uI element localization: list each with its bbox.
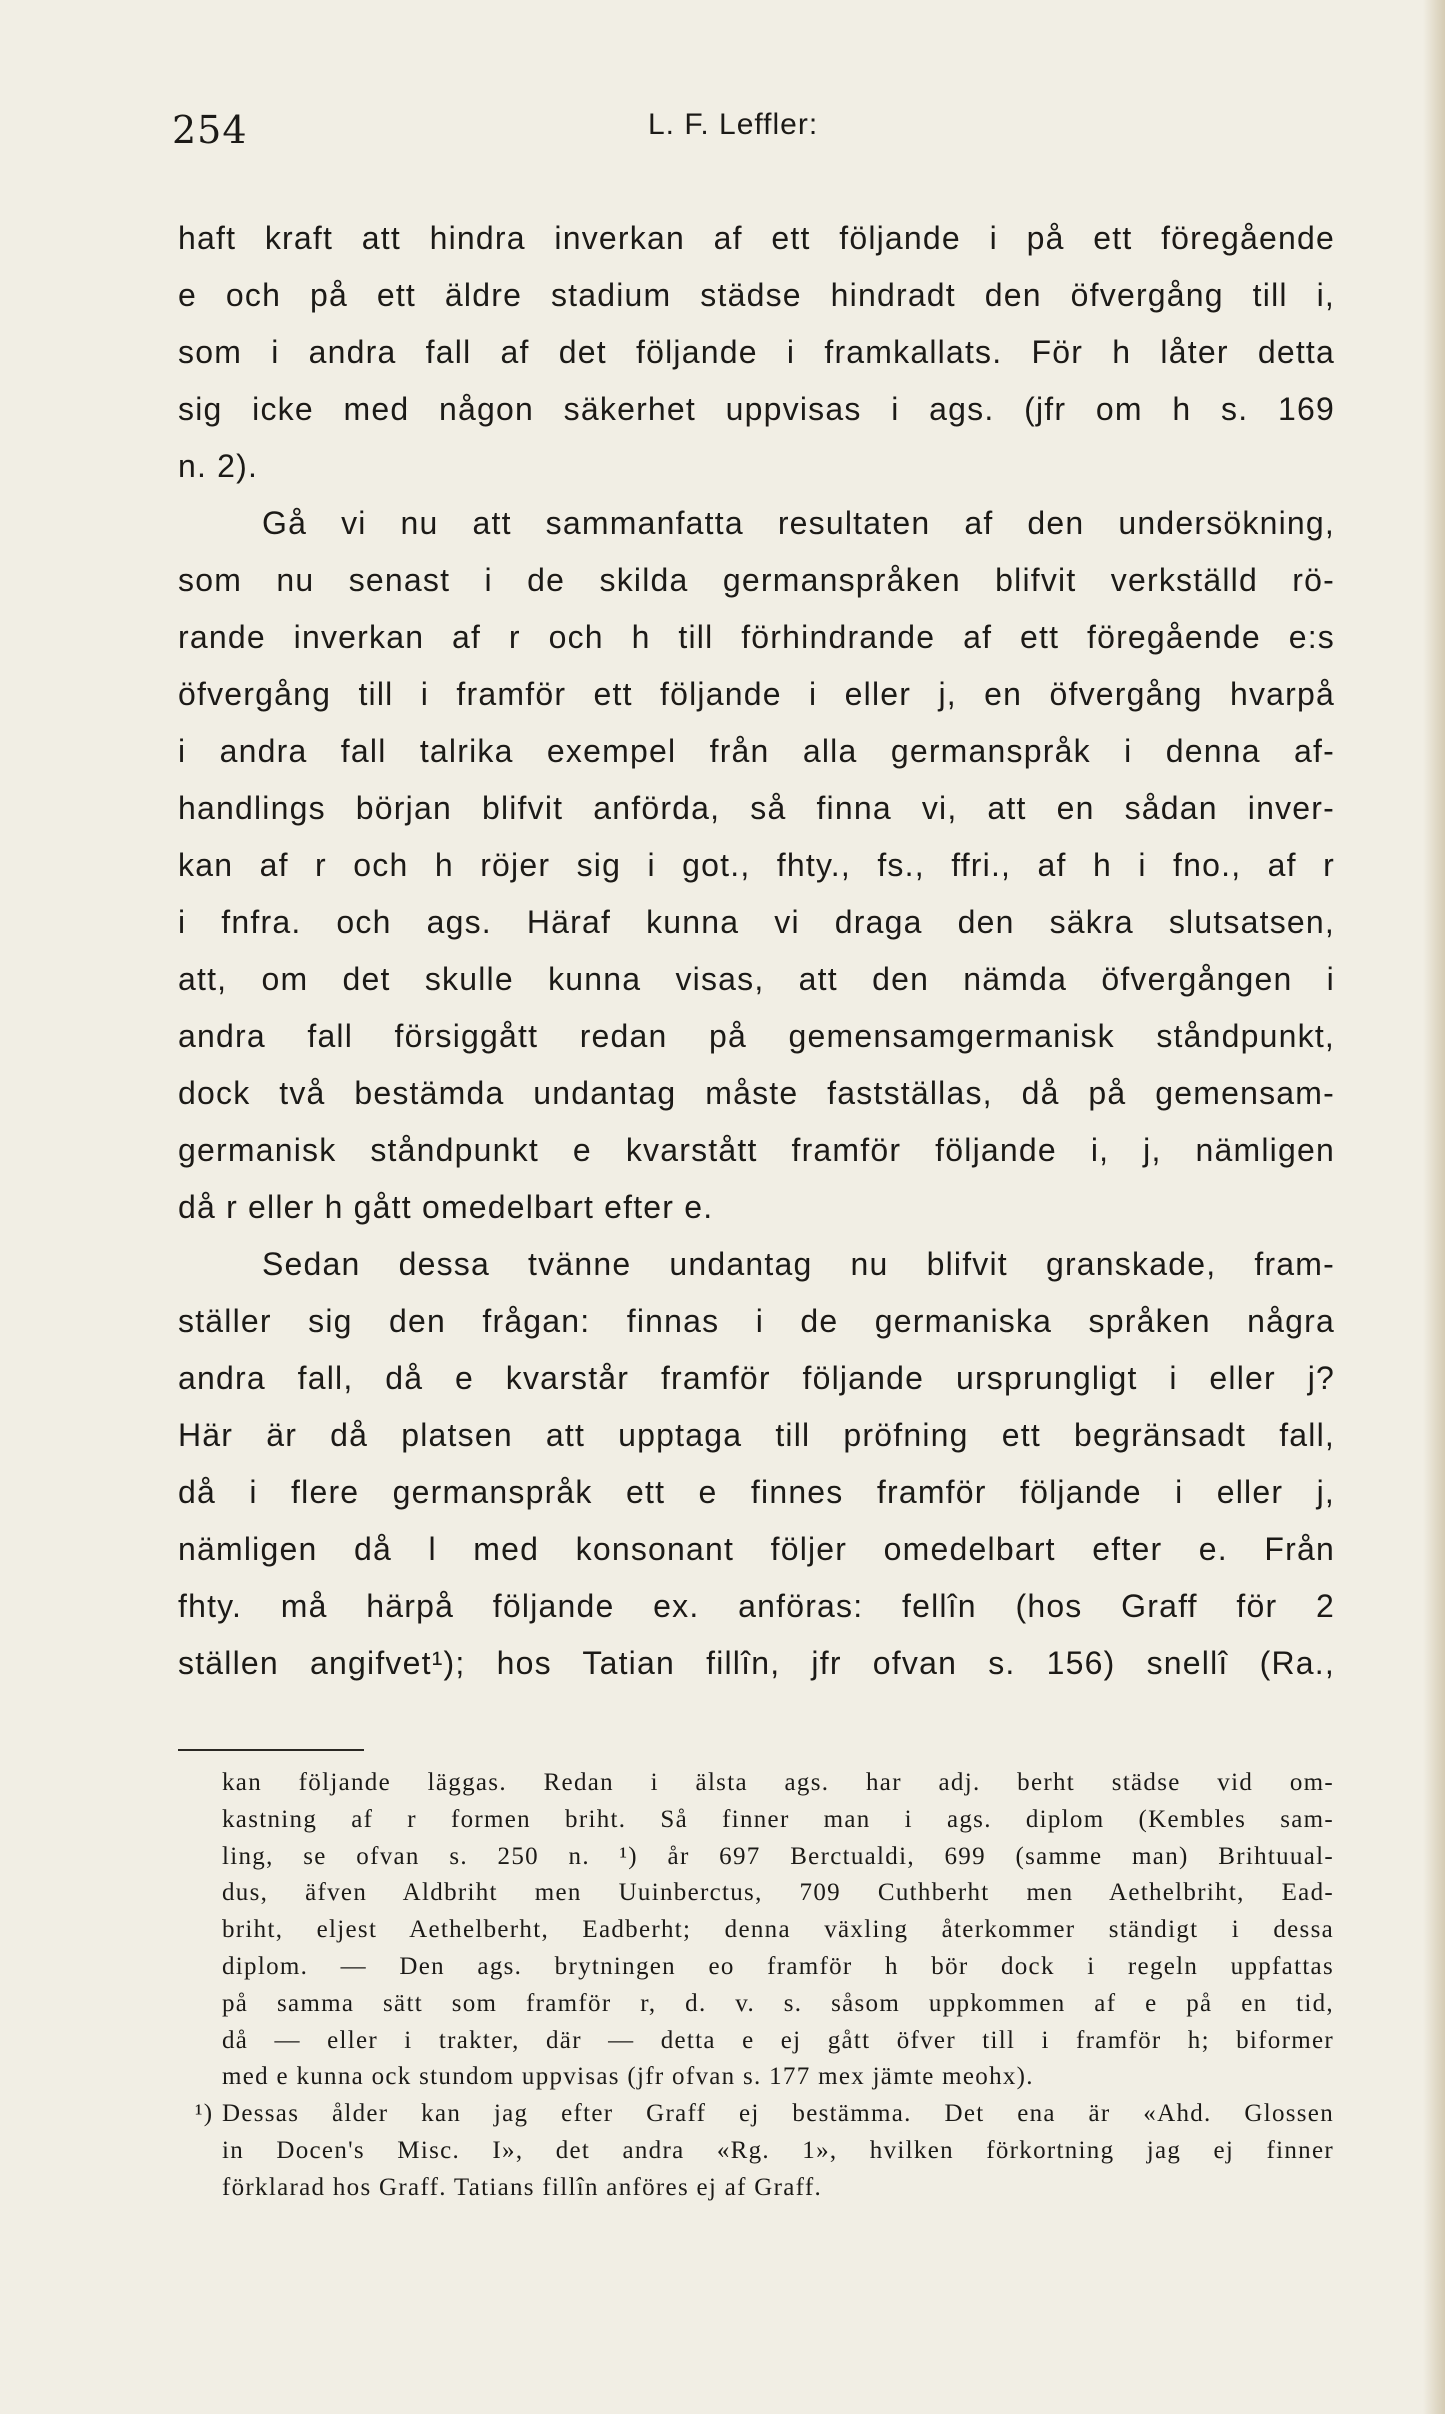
footnotes (195, 1765, 1334, 2207)
text-line: att, om det skulle kunna visas, att den nämda öfvergången i (178, 961, 1335, 997)
text-line: Gå vi nu att sammanfatta resultaten af den undersökning, (262, 505, 1335, 541)
text-line: haft kraft att hindra inverkan af ett följande i på ett föregående (178, 220, 1335, 256)
text-line: som nu senast i de skilda germanspråken blifvit verkställd rö- (178, 562, 1335, 598)
text-line: i fnfra. och ags. Häraf kunna vi draga den säkra slutsatsen, (178, 904, 1335, 940)
footnote-1-first-line (195, 2096, 1334, 2133)
text-line: andra fall försiggått redan på gemensamgermanisk ståndpunkt, (178, 1018, 1335, 1054)
text-line: kan af r och h röjer sig i got., fhty., fs., ffri., af h i fno., af r (178, 847, 1335, 883)
main-text (178, 210, 1335, 1692)
footnote-line: kastning af r formen briht. Så finner man i ags. diplom (Kembles sam- (222, 1805, 1334, 1833)
running-head: L. F. Leffler: (648, 108, 819, 141)
footnote-line: ling, se ofvan s. 250 n. ¹) år 697 Berctualdi, 699 (samme man) Brihtuual- (222, 1842, 1334, 1870)
footnote-line: diplom. — Den ags. brytningen eo framför h bör dock i regeln uppfattas (222, 1952, 1334, 1980)
text-line: andra fall, då e kvarstår framför följande ursprungligt i eller j? (178, 1360, 1335, 1396)
text-line: då i flere germanspråk ett e finnes framför följande i eller j, (178, 1474, 1335, 1510)
footnote-line: på samma sätt som framför r, d. v. s. såsom uppkommen af e på en tid, (222, 1989, 1334, 2017)
footnote-line: dus, äfven Aldbriht men Uuinberctus, 709 Cuthberht men Aethelbriht, Ead- (222, 1879, 1334, 1907)
text-line: fhty. må härpå följande ex. anföras: fellîn (hos Graff för 2 (178, 1588, 1335, 1624)
page-number: 254 (172, 108, 248, 152)
text-line: ställer sig den frågan: finnas i de germaniska språken några (178, 1303, 1335, 1339)
text-line: öfvergång till i framför ett följande i eller j, en öfvergång hvarpå (178, 676, 1335, 712)
text-line: Sedan dessa tvänne undantag nu blifvit granskade, fram- (262, 1246, 1335, 1282)
text-line: ställen angifvet¹); hos Tatian fillîn, jfr ofvan s. 156) snellî (Ra., (178, 1645, 1335, 1681)
text-line: som i andra fall af det följande i framkallats. För h låter detta (178, 334, 1335, 370)
footnote-line: med e kunna ock stundom uppvisas (jfr ofvan s. 177 mex jämte meohx). (222, 2063, 1034, 2091)
footnote-line: briht, eljest Aethelberht, Eadberht; denna växling återkommer ständigt i dessa (222, 1916, 1334, 1944)
text-line: germanisk ståndpunkt e kvarstått framför följande i, j, nämligen (178, 1132, 1335, 1168)
text-line: n. 2). (178, 448, 259, 484)
footnote-line: in Docen's Misc. I», det andra «Rg. 1», hvilken förkortning jag ej finner (222, 2136, 1334, 2164)
footnote-1-text: Dessas ålder kan jag efter Graff ej bestämma. Det ena är «Ahd. Glossen (222, 2100, 1334, 2128)
text-line: rande inverkan af r och h till förhindrande af ett föregående e:s (178, 619, 1335, 655)
text-line: e och på ett äldre stadium städse hindradt den öfvergång till i, (178, 277, 1335, 313)
text-line: då r eller h gått omedelbart efter e. (178, 1189, 714, 1225)
text-line: handlings början blifvit anförda, så finna vi, att en sådan inver- (178, 790, 1335, 826)
page-edge-shadow (1423, 0, 1445, 2414)
text-line: nämligen då l med konsonant följer omedelbart efter e. Från (178, 1531, 1335, 1567)
text-line: i andra fall talrika exempel från alla germanspråk i denna af- (178, 733, 1335, 769)
footnote-line: kan följande läggas. Redan i älsta ags. har adj. berht städse vid om- (222, 1769, 1334, 1796)
page-header (170, 108, 1340, 158)
footnote-line: förklarad hos Graff. Tatians fillîn anföres ej af Graff. (222, 2173, 823, 2201)
text-line: sig icke med någon säkerhet uppvisas i ags. (jfr om h s. 169 (178, 391, 1335, 427)
footnote-marker: ¹) (195, 2100, 214, 2128)
footnote-line: då — eller i trakter, där — detta e ej gått öfver till i framför h; biformer (222, 2026, 1334, 2054)
footnote-divider (178, 1749, 364, 1751)
text-line: Här är då platsen att upptaga till pröfning ett begränsadt fall, (178, 1417, 1335, 1453)
text-line: dock två bestämda undantag måste fastställas, då på gemensam- (178, 1075, 1335, 1111)
